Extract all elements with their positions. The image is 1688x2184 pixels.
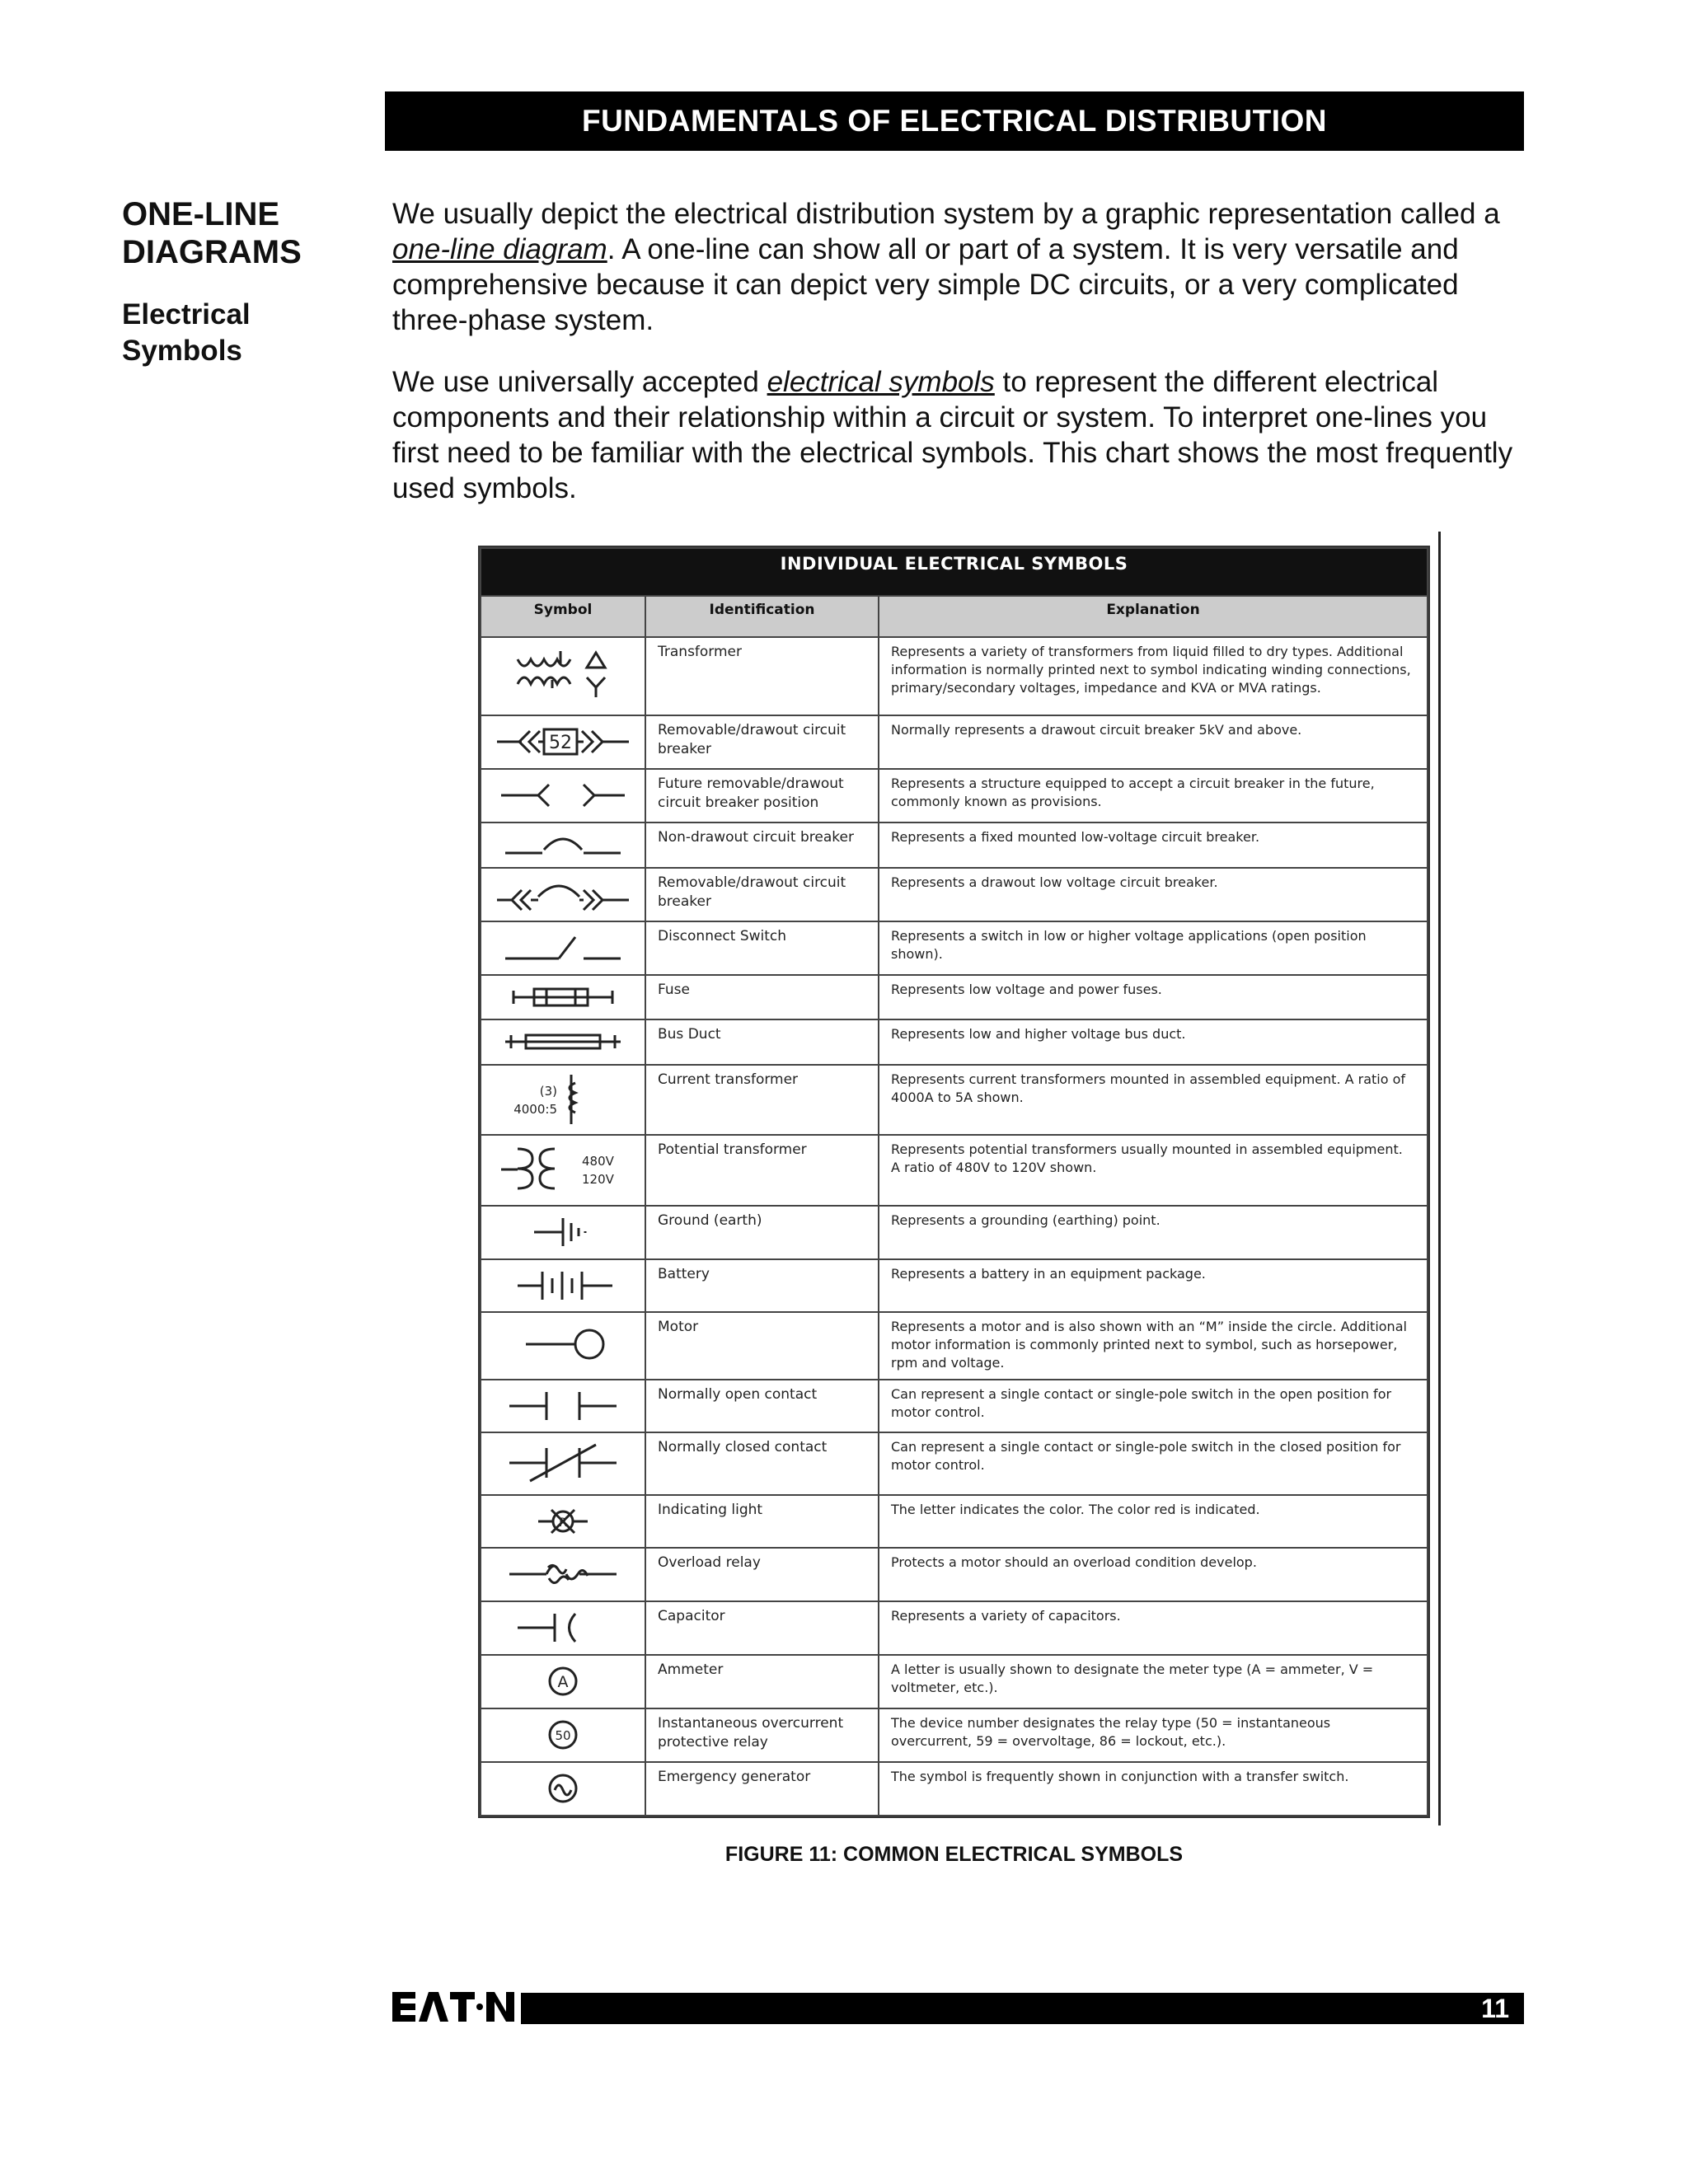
svg-text:120V: 120V — [582, 1172, 614, 1188]
identification-cell: Removable/drawout circuit breaker — [645, 868, 879, 921]
identification-cell: Ground (earth) — [645, 1206, 879, 1259]
bus-duct-icon — [481, 1019, 645, 1065]
identification-cell: Overload relay — [645, 1548, 879, 1601]
symbols-figure — [478, 546, 1430, 1818]
svg-text:A: A — [557, 1673, 569, 1692]
col-header-identification: Identification — [645, 596, 879, 637]
table-row — [481, 1206, 1428, 1259]
current-transformer-icon — [481, 1065, 645, 1135]
explanation-cell: Represents a structure equipped to accept a circuit breaker in the future, commonly known as provisions. — [879, 769, 1428, 823]
electrical-symbols-link[interactable]: electrical symbols — [767, 366, 995, 398]
normally-closed-contact-icon — [481, 1432, 645, 1494]
svg-text:R: R — [559, 1516, 567, 1530]
identification-cell: Emergency generator — [645, 1762, 879, 1816]
fuse-icon — [481, 975, 645, 1020]
explanation-cell: Represents a motor and is also shown with an “M” inside the circle. Additional motor information is commonly printed next to symbol, such as horsepower, rpm and voltage. — [879, 1312, 1428, 1379]
table-row — [481, 1548, 1428, 1601]
symbols-table — [480, 547, 1428, 1816]
footer-bar — [521, 1993, 1524, 2024]
page-header — [385, 91, 1524, 151]
disconnect-switch-icon — [481, 921, 645, 975]
table-row — [481, 1495, 1428, 1549]
battery-icon — [481, 1259, 645, 1313]
p2-text-before: We use universally accepted — [392, 366, 767, 398]
section-title: ONE-LINE DIAGRAMS — [122, 196, 302, 270]
p1-text-after: . A one-line can show all or part of a system. It is very versatile and comprehensive because it can depict very simple DC circuits, or a very complicated three-phase system. — [392, 233, 1459, 336]
table-row — [481, 1019, 1428, 1065]
table-row — [481, 1708, 1428, 1762]
explanation-cell: Represents a drawout low voltage circuit breaker. — [879, 868, 1428, 921]
explanation-cell: Represents potential transformers usually mounted in assembled equipment. A ratio of 480V to 120V shown. — [879, 1135, 1428, 1205]
explanation-cell: Represents a battery in an equipment package. — [879, 1259, 1428, 1313]
p2-text-after: to represent the different electrical components and their relationship within a circuit or system. To interpret one-lines you first need to be familiar with the electrical symbols. This chart shows the most frequently used symbols. — [392, 366, 1513, 504]
eaton-logo — [392, 1990, 516, 2023]
col-header-explanation: Explanation — [879, 596, 1428, 637]
table-row — [481, 1432, 1428, 1494]
section-subtitle: Electrical Symbols — [122, 298, 251, 367]
identification-cell: Disconnect Switch — [645, 921, 879, 975]
svg-text:50: 50 — [555, 1728, 571, 1744]
identification-cell: Ammeter — [645, 1655, 879, 1708]
identification-cell: Instantaneous overcurrent protective relay — [645, 1708, 879, 1762]
identification-cell: Non-drawout circuit breaker — [645, 823, 879, 868]
identification-cell: Fuse — [645, 975, 879, 1020]
table-row — [481, 1601, 1428, 1655]
drawout-breaker-52-icon — [481, 715, 645, 769]
explanation-cell: Represents a fixed mounted low-voltage circuit breaker. — [879, 823, 1428, 868]
table-row — [481, 1762, 1428, 1816]
header-title: FUNDAMENTALS OF ELECTRICAL DISTRIBUTION — [581, 104, 1328, 138]
table-row — [481, 769, 1428, 823]
svg-text:52: 52 — [549, 733, 572, 754]
identification-cell: Normally closed contact — [645, 1432, 879, 1494]
identification-cell: Motor — [645, 1312, 879, 1379]
table-row — [481, 868, 1428, 921]
col-header-symbol: Symbol — [481, 596, 645, 637]
explanation-cell: A letter is usually shown to designate the meter type (A = ammeter, V = voltmeter, etc.). — [879, 1655, 1428, 1708]
explanation-cell: Protects a motor should an overload condition develop. — [879, 1548, 1428, 1601]
ammeter-icon — [481, 1655, 645, 1708]
logo-icon — [392, 1990, 516, 2023]
identification-cell: Normally open contact — [645, 1380, 879, 1433]
intro-paragraph — [392, 196, 1513, 338]
page-number: 11 — [1481, 1993, 1509, 2023]
explanation-cell: Represents a switch in low or higher voltage applications (open position shown). — [879, 921, 1428, 975]
p1-text-before: We usually depict the electrical distribution system by a graphic representation called a — [392, 198, 1500, 230]
explanation-cell: Represents a variety of transformers from liquid filled to dry types. Additional information is normally printed next to symbol indicating winding connections, primary/secondary voltages, impedance and KVA or MVA ratings. — [879, 637, 1428, 715]
overcurrent-relay-icon — [481, 1708, 645, 1762]
normally-open-contact-icon — [481, 1380, 645, 1433]
identification-cell: Capacitor — [645, 1601, 879, 1655]
identification-cell: Future removable/drawout circuit breaker position — [645, 769, 879, 823]
explanation-cell: Normally represents a drawout circuit breaker 5kV and above. — [879, 715, 1428, 769]
identification-cell: Battery — [645, 1259, 879, 1313]
figure-caption: FIGURE 11: COMMON ELECTRICAL SYMBOLS — [724, 1843, 1184, 1866]
explanation-cell: Can represent a single contact or single-pole switch in the open position for motor control. — [879, 1380, 1428, 1433]
capacitor-icon — [481, 1601, 645, 1655]
figure-scan-edge — [1438, 532, 1441, 1825]
svg-text:4000:5: 4000:5 — [513, 1102, 557, 1118]
motor-icon — [481, 1312, 645, 1379]
explanation-cell: Represents current transformers mounted in assembled equipment. A ratio of 4000A to 5A shown. — [879, 1065, 1428, 1135]
table-row — [481, 823, 1428, 868]
explanation-cell: The symbol is frequently shown in conjunction with a transfer switch. — [879, 1762, 1428, 1816]
drawout-lv-breaker-icon — [481, 868, 645, 921]
non-drawout-breaker-icon — [481, 823, 645, 868]
table-row — [481, 1065, 1428, 1135]
potential-transformer-icon — [481, 1135, 645, 1205]
explanation-cell: The device number designates the relay type (50 = instantaneous overcurrent, 59 = overvoltage, 86 = lockout, etc.). — [879, 1708, 1428, 1762]
identification-cell: Current transformer — [645, 1065, 879, 1135]
identification-cell: Potential transformer — [645, 1135, 879, 1205]
explanation-cell: The letter indicates the color. The color red is indicated. — [879, 1495, 1428, 1549]
transformer-icon — [481, 637, 645, 715]
table-row — [481, 1380, 1428, 1433]
explanation-cell: Represents low voltage and power fuses. — [879, 975, 1428, 1020]
explanation-cell: Represents a grounding (earthing) point. — [879, 1206, 1428, 1259]
symbols-paragraph — [392, 364, 1513, 506]
table-row — [481, 715, 1428, 769]
overload-relay-icon — [481, 1548, 645, 1601]
identification-cell: Transformer — [645, 637, 879, 715]
explanation-cell: Represents a variety of capacitors. — [879, 1601, 1428, 1655]
table-row — [481, 1655, 1428, 1708]
table-row — [481, 1135, 1428, 1205]
table-title: INDIVIDUAL ELECTRICAL SYMBOLS — [481, 548, 1428, 596]
table-row — [481, 1259, 1428, 1313]
future-breaker-icon — [481, 769, 645, 823]
identification-cell: Bus Duct — [645, 1019, 879, 1065]
emergency-generator-icon — [481, 1762, 645, 1816]
svg-text:(3): (3) — [539, 1084, 557, 1099]
svg-text:480V: 480V — [582, 1154, 614, 1169]
explanation-cell: Can represent a single contact or single-pole switch in the closed position for motor control. — [879, 1432, 1428, 1494]
identification-cell: Removable/drawout circuit breaker — [645, 715, 879, 769]
ground-icon — [481, 1206, 645, 1259]
identification-cell: Indicating light — [645, 1495, 879, 1549]
table-row — [481, 637, 1428, 715]
table-row — [481, 975, 1428, 1020]
indicating-light-icon — [481, 1495, 645, 1549]
one-line-diagram-link[interactable]: one-line diagram — [392, 233, 607, 265]
table-row — [481, 921, 1428, 975]
explanation-cell: Represents low and higher voltage bus duct. — [879, 1019, 1428, 1065]
table-row — [481, 1312, 1428, 1379]
